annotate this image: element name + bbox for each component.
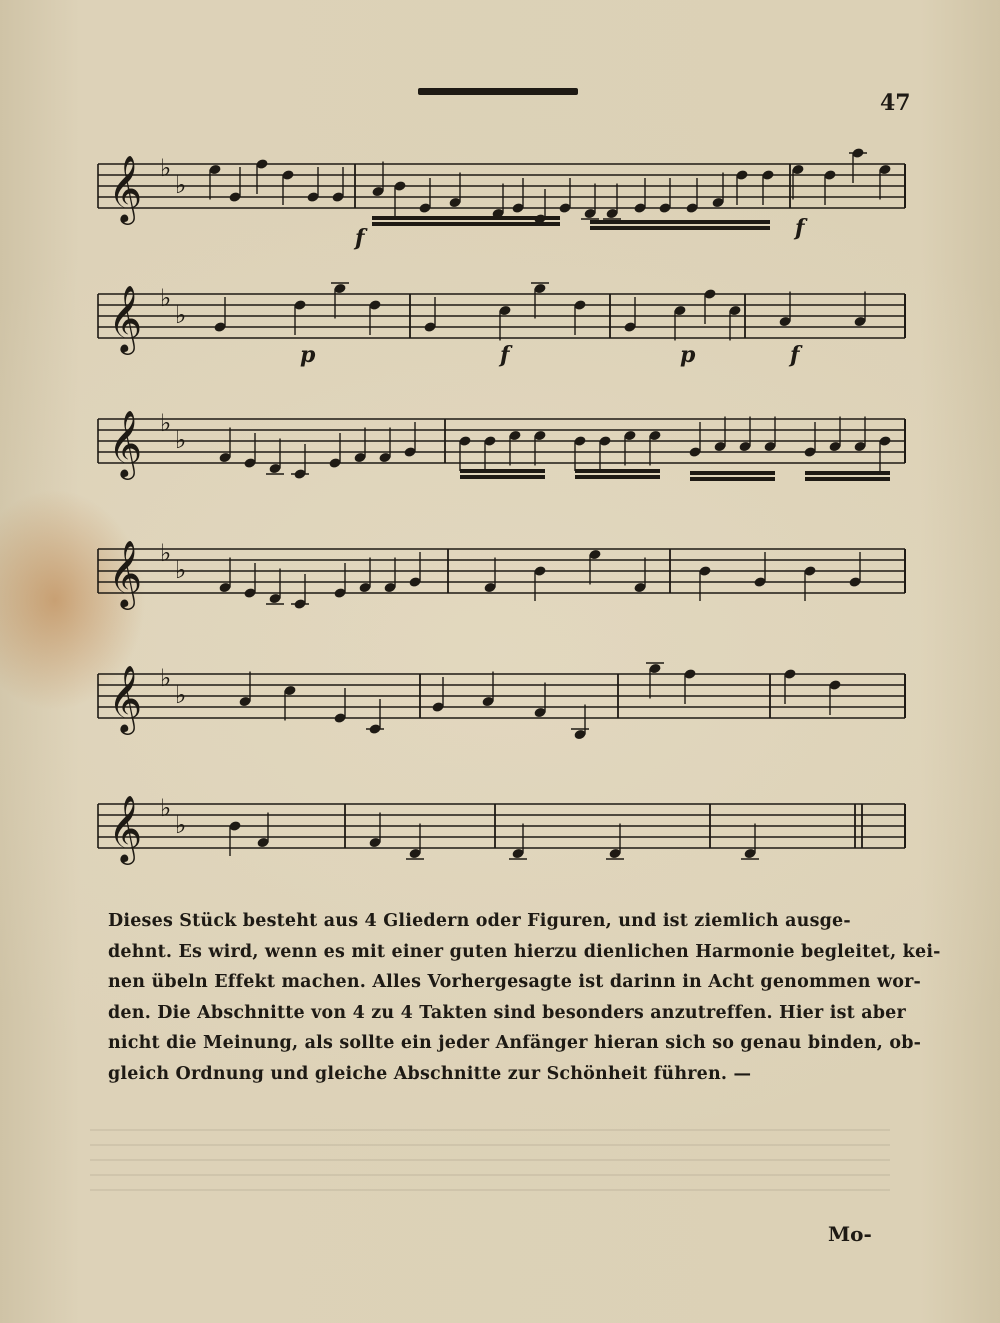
paragraph-line-1: Dieses Stück besteht aus 4 Gliedern oder Figuren, und ist ziemlich ausge- bbox=[108, 911, 851, 931]
dynamic-marking: f bbox=[500, 342, 510, 368]
treble-clef-icon: 𝄞 bbox=[108, 539, 143, 607]
flat-icon: ♭ bbox=[160, 284, 172, 312]
beam bbox=[575, 475, 660, 479]
page-number: 47 bbox=[880, 90, 911, 116]
paragraph-line-4: den. Die Abschnitte von 4 zu 4 Takten sind besonders anzutreffen. Hier ist aber bbox=[108, 1002, 906, 1023]
bleed-through-staff bbox=[90, 1120, 890, 1200]
paragraph-line-2: dehnt. Es wird, wenn es mit einer guten hierzu dienlichen Harmonie begleitet, kei- bbox=[108, 941, 941, 962]
paragraph-line-5: nicht die Meinung, als sollte ein jeder Anfänger hieran sich so genau binden, ob- bbox=[108, 1033, 922, 1053]
beam bbox=[690, 477, 775, 481]
staff-lines bbox=[98, 549, 905, 593]
beam bbox=[590, 220, 770, 224]
treble-clef-icon: 𝄞 bbox=[108, 409, 143, 477]
flat-icon: ♭ bbox=[175, 171, 187, 199]
flat-icon: ♭ bbox=[160, 664, 172, 692]
beam bbox=[372, 222, 560, 226]
beam bbox=[805, 477, 890, 481]
music-staff-6 bbox=[0, 790, 1000, 920]
staff-lines bbox=[98, 674, 905, 718]
staff-lines bbox=[98, 804, 905, 848]
catchword: Mo- bbox=[828, 1222, 872, 1246]
staff-lines bbox=[98, 294, 905, 338]
dynamic-marking: f bbox=[790, 342, 800, 368]
music-staff-3 bbox=[0, 405, 1000, 535]
flat-icon: ♭ bbox=[175, 426, 187, 454]
beam bbox=[372, 216, 560, 220]
beam bbox=[805, 471, 890, 475]
music-staff-4 bbox=[0, 535, 1000, 665]
flat-icon: ♭ bbox=[175, 681, 187, 709]
flat-icon: ♭ bbox=[175, 811, 187, 839]
treble-clef-icon: 𝄞 bbox=[108, 284, 143, 352]
treble-clef-icon: 𝄞 bbox=[108, 794, 143, 862]
music-staff-5 bbox=[0, 660, 1000, 790]
dynamic-marking: p bbox=[680, 342, 696, 368]
flat-icon: ♭ bbox=[160, 539, 172, 567]
dynamic-marking: f bbox=[355, 225, 365, 251]
flat-icon: ♭ bbox=[160, 409, 172, 437]
paragraph-line-3: nen übeln Effekt machen. Alles Vorhergesagte ist darinn in Acht genommen wor- bbox=[108, 972, 921, 992]
beam bbox=[460, 469, 545, 473]
flat-icon: ♭ bbox=[160, 154, 172, 182]
decorative-rule bbox=[418, 88, 578, 95]
treble-clef-icon: 𝄞 bbox=[108, 154, 143, 222]
treble-clef-icon: 𝄞 bbox=[108, 664, 143, 732]
dynamic-marking: f bbox=[795, 215, 805, 241]
paragraph-line-6: gleich Ordnung und gleiche Abschnitte zur Schönheit führen. — bbox=[108, 1063, 752, 1084]
flat-icon: ♭ bbox=[175, 301, 187, 329]
music-staff-1 bbox=[0, 150, 1000, 280]
beam bbox=[575, 469, 660, 473]
flat-icon: ♭ bbox=[160, 794, 172, 822]
music-staff-2 bbox=[0, 280, 1000, 410]
flat-icon: ♭ bbox=[175, 556, 187, 584]
staff-lines bbox=[98, 419, 905, 463]
paragraph bbox=[108, 906, 941, 1089]
beam bbox=[590, 226, 770, 230]
beam bbox=[460, 475, 545, 479]
beam bbox=[690, 471, 775, 475]
dynamic-marking: p bbox=[300, 342, 316, 368]
